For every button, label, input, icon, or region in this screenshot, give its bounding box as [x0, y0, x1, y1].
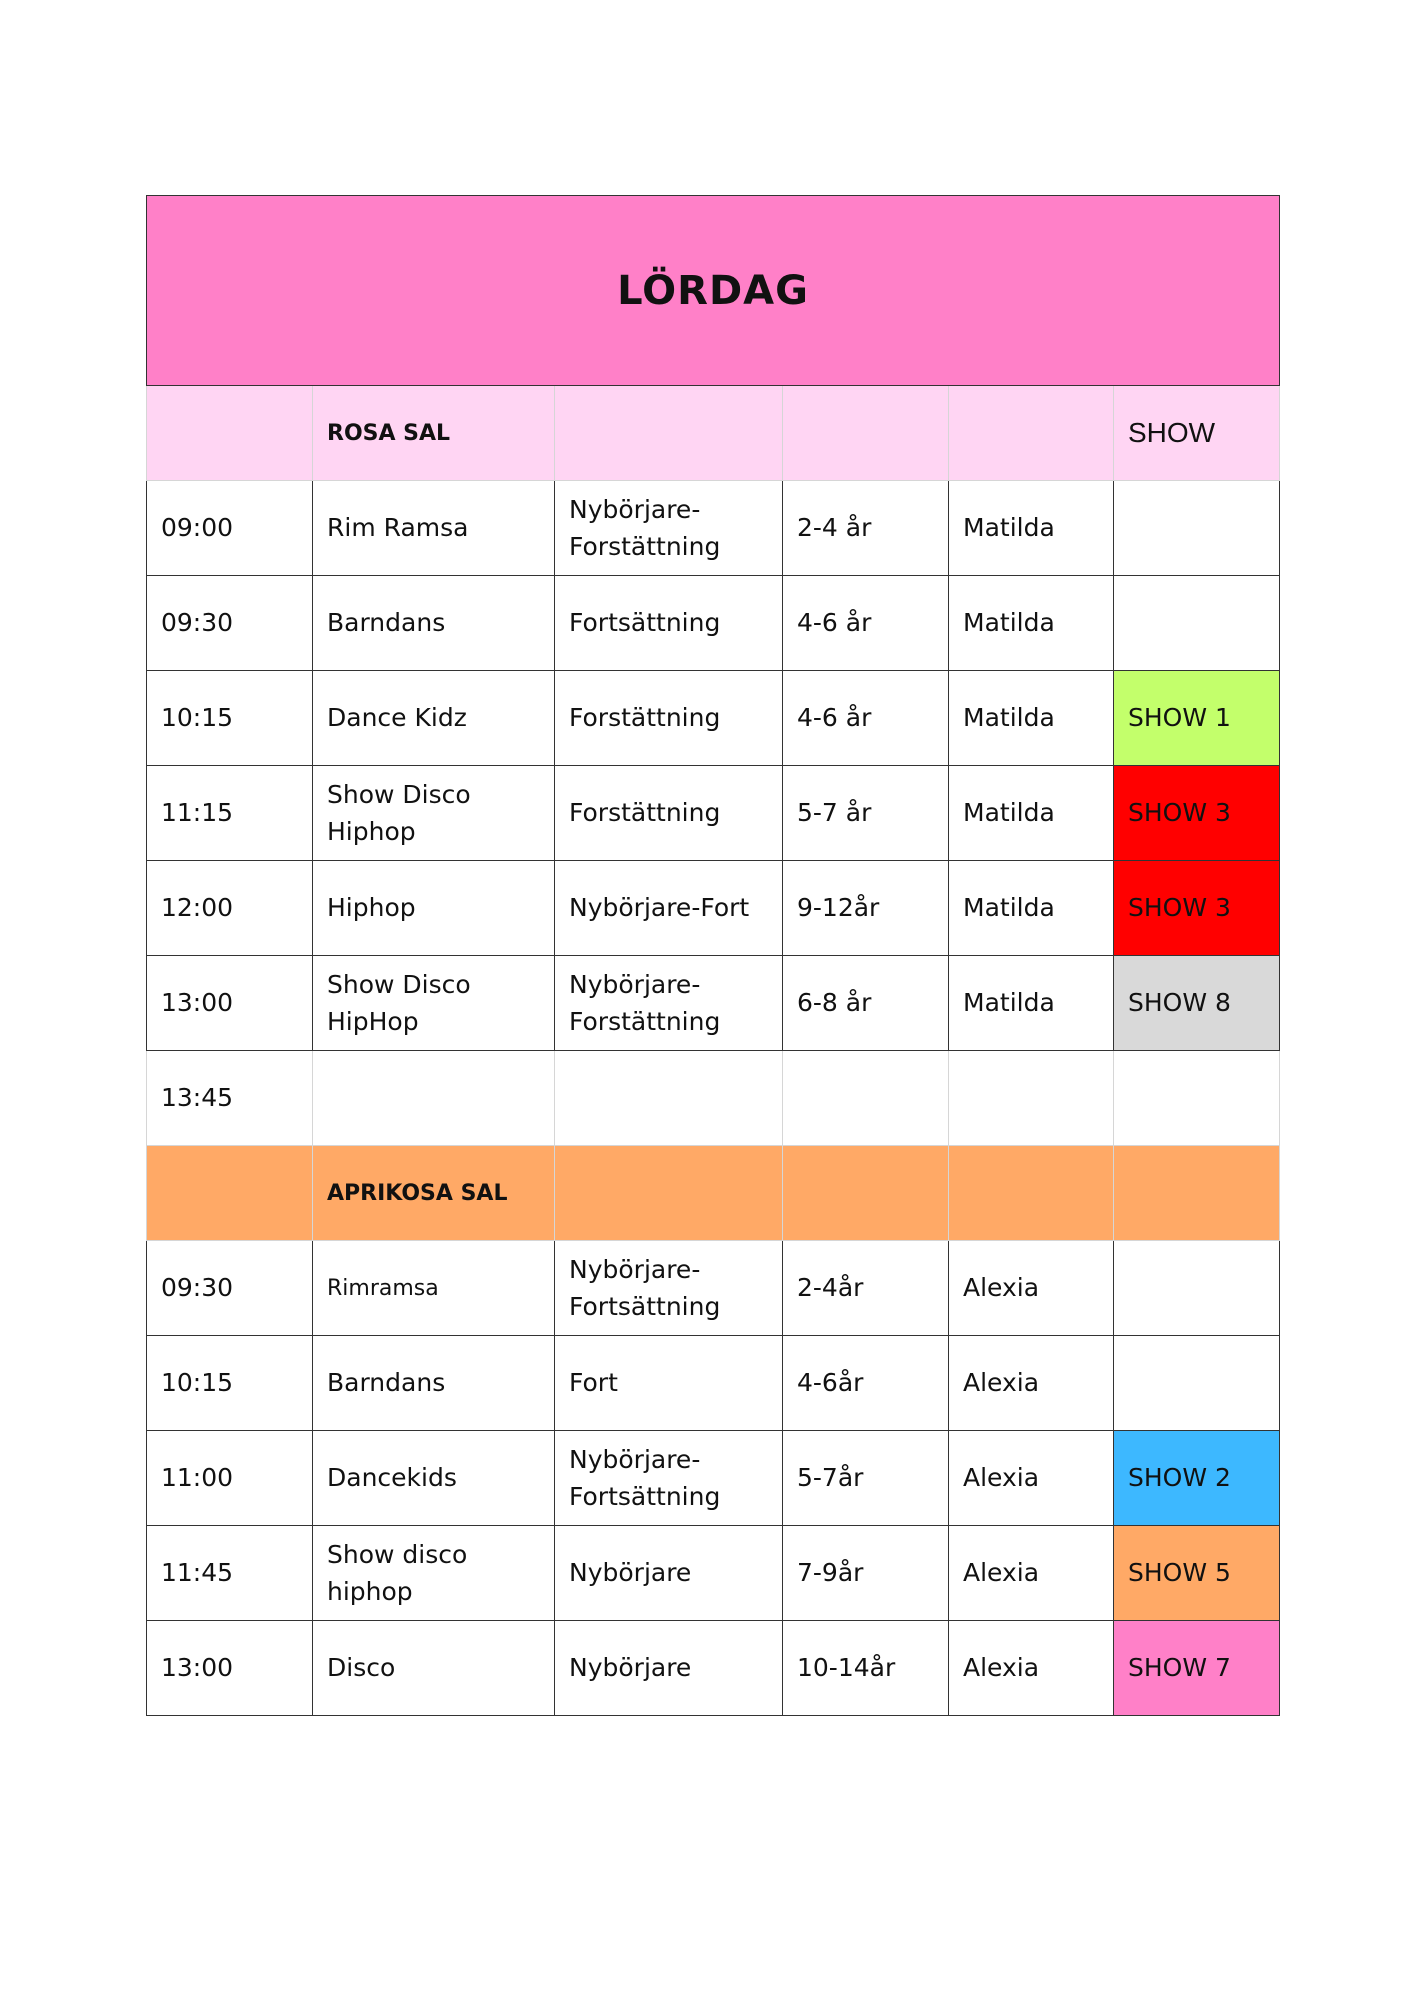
class-cell: Hiphop — [313, 861, 555, 956]
show-cell — [1114, 1051, 1280, 1146]
show-cell: SHOW 1 — [1114, 671, 1280, 766]
age-cell: 4-6år — [783, 1336, 949, 1431]
level-cell: Forstättning — [555, 671, 783, 766]
rosa-sal-header-row — [147, 386, 1280, 481]
header-cell — [147, 1146, 313, 1241]
class-cell: Show disco hiphop — [313, 1526, 555, 1621]
teacher-cell: Alexia — [949, 1526, 1114, 1621]
class-cell: Rim Ramsa — [313, 481, 555, 576]
age-cell: 7-9år — [783, 1526, 949, 1621]
show-cell — [1114, 576, 1280, 671]
show-column-header: SHOW — [1114, 386, 1280, 481]
class-cell: Disco — [313, 1621, 555, 1716]
level-cell: Nybörjare- Fortsättning — [555, 1241, 783, 1336]
header-cell — [555, 386, 783, 481]
class-cell: Barndans — [313, 1336, 555, 1431]
day-title: LÖRDAG — [147, 196, 1280, 386]
level-cell: Nybörjare-Fort — [555, 861, 783, 956]
age-cell: 2-4år — [783, 1241, 949, 1336]
level-cell: Nybörjare- Forstättning — [555, 481, 783, 576]
table-row — [147, 1336, 1280, 1431]
show-cell: SHOW 8 — [1114, 956, 1280, 1051]
table-row — [147, 1051, 1280, 1146]
time-cell: 13:45 — [147, 1051, 313, 1146]
show-cell: SHOW 7 — [1114, 1621, 1280, 1716]
time-cell: 13:00 — [147, 956, 313, 1051]
table-row — [147, 576, 1280, 671]
age-cell: 4-6 år — [783, 671, 949, 766]
level-cell: Nybörjare- Forstättning — [555, 956, 783, 1051]
age-cell: 2-4 år — [783, 481, 949, 576]
show-cell — [1114, 1336, 1280, 1431]
schedule-table — [146, 195, 1280, 1716]
class-cell: Show Disco Hiphop — [313, 766, 555, 861]
time-cell: 13:00 — [147, 1621, 313, 1716]
show-cell — [1114, 1241, 1280, 1336]
level-cell — [555, 1051, 783, 1146]
time-cell: 11:00 — [147, 1431, 313, 1526]
table-row — [147, 1241, 1280, 1336]
teacher-cell: Matilda — [949, 576, 1114, 671]
time-cell: 12:00 — [147, 861, 313, 956]
time-cell: 09:30 — [147, 576, 313, 671]
teacher-cell: Matilda — [949, 766, 1114, 861]
time-cell: 10:15 — [147, 1336, 313, 1431]
header-cell — [1114, 1146, 1280, 1241]
class-cell: Rimramsa — [313, 1241, 555, 1336]
age-cell: 5-7år — [783, 1431, 949, 1526]
age-cell: 4-6 år — [783, 576, 949, 671]
age-cell: 5-7 år — [783, 766, 949, 861]
level-cell: Forstättning — [555, 766, 783, 861]
show-cell: SHOW 5 — [1114, 1526, 1280, 1621]
table-row — [147, 1431, 1280, 1526]
table-row — [147, 861, 1280, 956]
teacher-cell: Alexia — [949, 1241, 1114, 1336]
table-row — [147, 766, 1280, 861]
class-cell: Dance Kidz — [313, 671, 555, 766]
teacher-cell: Matilda — [949, 481, 1114, 576]
table-row — [147, 1526, 1280, 1621]
teacher-cell — [949, 1051, 1114, 1146]
teacher-cell: Matilda — [949, 956, 1114, 1051]
level-cell: Nybörjare — [555, 1526, 783, 1621]
aprikosa-sal-header-row — [147, 1146, 1280, 1241]
header-cell — [949, 386, 1114, 481]
show-cell: SHOW 3 — [1114, 766, 1280, 861]
level-cell: Nybörjare- Fortsättning — [555, 1431, 783, 1526]
class-cell: Show Disco HipHop — [313, 956, 555, 1051]
teacher-cell: Alexia — [949, 1621, 1114, 1716]
age-cell: 10-14år — [783, 1621, 949, 1716]
level-cell: Fortsättning — [555, 576, 783, 671]
show-cell: SHOW 3 — [1114, 861, 1280, 956]
table-row — [147, 481, 1280, 576]
show-cell: SHOW 2 — [1114, 1431, 1280, 1526]
class-cell — [313, 1051, 555, 1146]
class-cell: Barndans — [313, 576, 555, 671]
show-cell — [1114, 481, 1280, 576]
table-row — [147, 956, 1280, 1051]
time-cell: 09:30 — [147, 1241, 313, 1336]
age-cell: 6-8 år — [783, 956, 949, 1051]
rosa-sal-label: ROSA SAL — [313, 386, 555, 481]
age-cell: 9-12år — [783, 861, 949, 956]
age-cell — [783, 1051, 949, 1146]
time-cell: 11:15 — [147, 766, 313, 861]
header-cell — [555, 1146, 783, 1241]
header-cell — [783, 386, 949, 481]
aprikosa-sal-label: APRIKOSA SAL — [313, 1146, 555, 1241]
header-cell — [783, 1146, 949, 1241]
teacher-cell: Matilda — [949, 671, 1114, 766]
header-cell — [949, 1146, 1114, 1241]
teacher-cell: Alexia — [949, 1431, 1114, 1526]
time-cell: 11:45 — [147, 1526, 313, 1621]
table-row — [147, 1621, 1280, 1716]
level-cell: Nybörjare — [555, 1621, 783, 1716]
title-row — [147, 196, 1280, 386]
teacher-cell: Matilda — [949, 861, 1114, 956]
header-cell — [147, 386, 313, 481]
teacher-cell: Alexia — [949, 1336, 1114, 1431]
table-row — [147, 671, 1280, 766]
time-cell: 10:15 — [147, 671, 313, 766]
time-cell: 09:00 — [147, 481, 313, 576]
class-cell: Dancekids — [313, 1431, 555, 1526]
level-cell: Fort — [555, 1336, 783, 1431]
